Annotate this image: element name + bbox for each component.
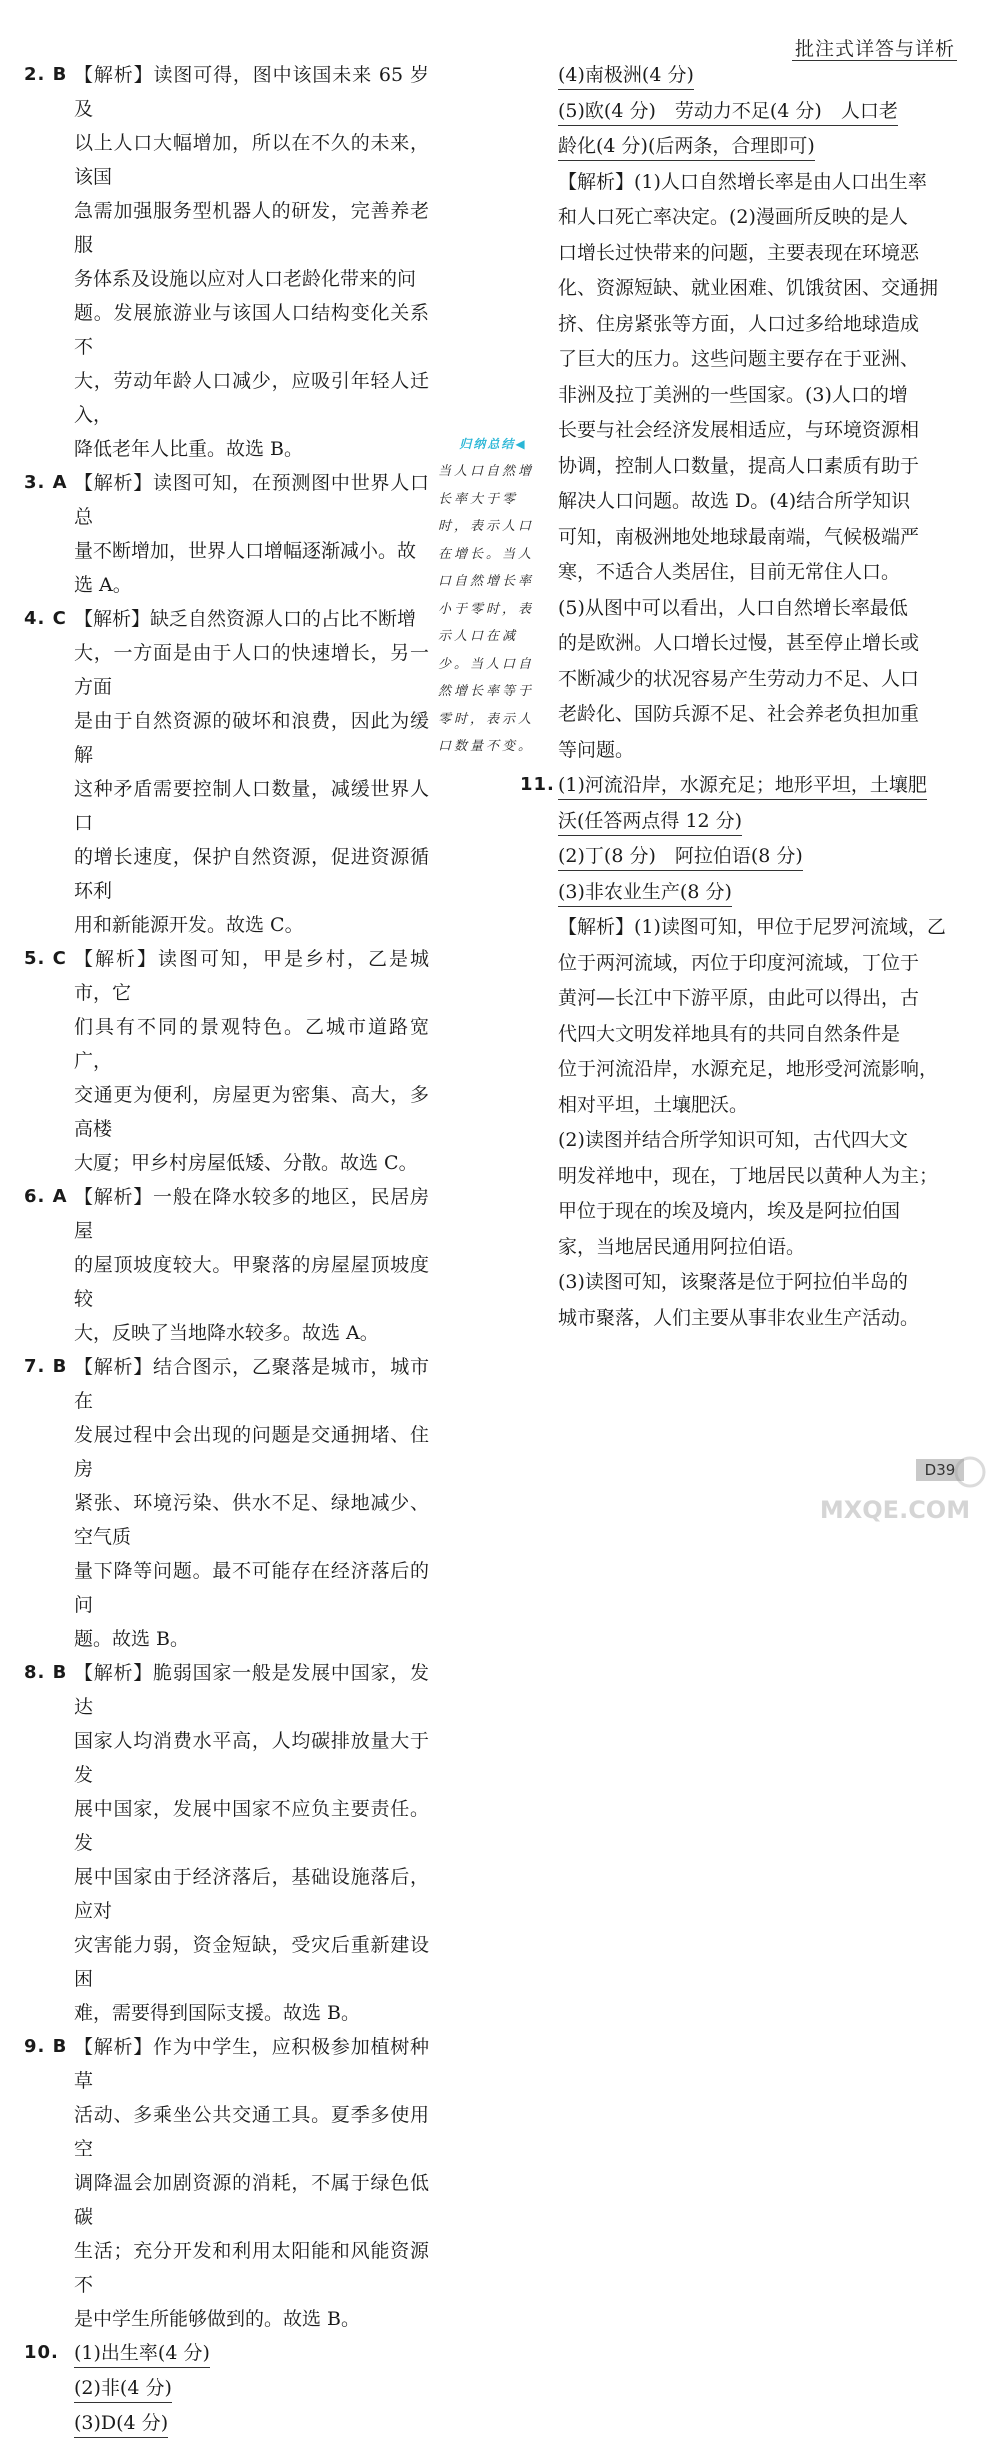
text-line: 发展过程中会出现的问题是交通拥堵、住房 xyxy=(74,1424,429,1480)
text-line: 交通更为便利，房屋更为密集、高大，多高楼 xyxy=(74,1084,429,1140)
question-item xyxy=(24,2336,429,2441)
answer-line: (2)丁(8 分) 阿拉伯语(8 分) xyxy=(558,842,803,871)
note-title: 归纳总结◀ xyxy=(459,437,527,451)
answer-line-wrap xyxy=(558,768,958,804)
analysis-line: 的是欧洲。人口增长过慢，甚至停止增长或 xyxy=(558,632,920,654)
text-line: 展中国家由于经济落后，基础设施落后，应对 xyxy=(74,1866,429,1922)
text-line: 大，一方面是由于人口的快速增长，另一方面 xyxy=(74,642,429,698)
text-line: 调降温会加剧资源的消耗，不属于绿色低碳 xyxy=(74,2172,429,2228)
analysis-line: 甲位于现在的埃及境内，埃及是阿拉伯国 xyxy=(558,1200,901,1222)
text-line: 的增长速度，保护自然资源，促进资源循环利 xyxy=(74,846,429,902)
text-line: 国家人均消费水平高，人均碳排放量大于发 xyxy=(74,1730,429,1786)
question-number: 4. C xyxy=(24,608,67,629)
page-header-title: 批注式详答与详析 xyxy=(794,38,955,60)
text-line: 紧张、环境污染、供水不足、绿地减少、空气质 xyxy=(74,1492,429,1548)
text-line: 【解析】一般在降水较多的地区，民居房屋 xyxy=(74,1186,429,1242)
text-line: 【解析】脆弱国家一般是发展中国家，发达 xyxy=(74,1662,429,1718)
answer-line-wrap xyxy=(74,2336,429,2371)
analysis-line: 挤、住房紧张等方面，人口过多给地球造成 xyxy=(558,312,920,335)
analysis-line: 相对平坦，土壤肥沃。 xyxy=(558,1093,749,1116)
question-item xyxy=(24,58,429,466)
analysis-line: 【解析】(1)读图可知，甲位于尼罗河流域，乙 xyxy=(558,916,946,938)
note-line: 小于零时，表 xyxy=(438,601,535,617)
text-line: 难，需要得到国际支援。故选 B。 xyxy=(74,2002,361,2024)
note-line: 少。当人口自 xyxy=(438,656,535,672)
note-line: 示人口在减 xyxy=(438,629,519,644)
answer-line-wrap xyxy=(558,839,958,875)
text-line: 量不断增加，世界人口增幅逐渐减小。故 xyxy=(74,540,417,562)
answer-line-wrap xyxy=(558,129,958,165)
answer-line-wrap xyxy=(74,2406,429,2441)
question-number: 6. A xyxy=(24,1186,68,1207)
question-body xyxy=(558,768,958,1336)
analysis-line: 和人口死亡率决定。(2)漫画所反映的是人 xyxy=(558,206,908,228)
text-line: 是由于自然资源的破坏和浪费，因此为缓解 xyxy=(74,710,429,766)
analysis-line: 解决人口问题。故选 D。(4)结合所学知识 xyxy=(558,490,911,512)
question-item xyxy=(24,942,429,1180)
answer-line: 龄化(4 分)(后两条，合理即可) xyxy=(558,132,815,161)
text-line: 是中学生所能够做到的。故选 B。 xyxy=(74,2308,361,2330)
answer-line: (1)河流沿岸，水源充足；地形平坦，土壤肥 xyxy=(558,771,927,800)
note-line: 口数量不变。 xyxy=(438,739,535,754)
answer-line: (5)欧(4 分) 劳动力不足(4 分) 人口老 xyxy=(558,97,898,126)
text-line: 生活；充分开发和利用太阳能和风能资源不 xyxy=(74,2240,429,2296)
note-line: 然增长率等于 xyxy=(438,684,535,699)
question-body xyxy=(74,602,429,942)
answer-line-wrap xyxy=(558,804,958,840)
question-item xyxy=(24,2030,429,2336)
question-body xyxy=(74,2030,429,2336)
note-body xyxy=(438,458,548,761)
analysis-line: 口增长过快带来的问题，主要表现在环境恶 xyxy=(558,241,920,264)
analysis-line: 位于河流沿岸，水源充足，地形受河流影响， xyxy=(558,1058,939,1080)
note-line: 长率大于零 xyxy=(438,491,519,507)
analysis-line: 非洲及拉丁美洲的一些国家。(3)人口的增 xyxy=(558,383,908,406)
question-body xyxy=(74,58,429,466)
text-line: 以上人口大幅增加，所以在不久的未来，该国 xyxy=(74,132,429,188)
analysis-line: 等问题。 xyxy=(558,738,635,761)
question-number: 8. B xyxy=(24,1662,68,1683)
right-column xyxy=(520,58,958,1336)
question-body xyxy=(74,1180,429,1350)
text-line: 【解析】读图可知，在预测图中世界人口总 xyxy=(74,472,429,528)
note-line: 时，表示人口 xyxy=(438,519,535,534)
text-line: 量下降等问题。最不可能存在经济落后的问 xyxy=(74,1560,429,1616)
answer-line-wrap xyxy=(558,58,958,94)
question-body xyxy=(74,466,429,602)
answer-line: (3)D(4 分) xyxy=(74,2409,168,2438)
question-number: 11. xyxy=(520,774,555,795)
analysis-line: 可知，南极洲地处地球最南端，气候极端严 xyxy=(558,525,920,548)
analysis-line: 城市聚落，人们主要从事非农业生产活动。 xyxy=(558,1306,920,1329)
analysis-line: 不断减少的状况容易产生劳动力不足、人口 xyxy=(558,667,920,690)
question-item xyxy=(24,1656,429,2030)
text-line: 灾害能力弱，资金短缺，受灾后重新建设困 xyxy=(74,1934,429,1990)
text-line: 大，劳动年龄人口减少，应吸引年轻人迁入， xyxy=(74,370,429,426)
question-number: 10. xyxy=(24,2342,59,2363)
analysis-line: (5)从图中可以看出，人口自然增长率最低 xyxy=(558,596,908,619)
answer-line-wrap xyxy=(558,94,958,130)
analysis-line: 老龄化、国防兵源不足、社会养老负担加重 xyxy=(558,703,920,725)
left-column xyxy=(24,58,429,2441)
question-item xyxy=(24,1180,429,1350)
analysis-line: 代四大文明发祥地具有的共同自然条件是 xyxy=(558,1022,901,1045)
text-line: 急需加强服务型机器人的研发，完善养老服 xyxy=(74,200,429,256)
answer-line: 沃(任答两点得 12 分) xyxy=(558,807,742,836)
question-item xyxy=(24,466,429,602)
text-line: 活动、多乘坐公共交通工具。夏季多使用空 xyxy=(74,2104,429,2160)
text-line: 大，反映了当地降水较多。故选 A。 xyxy=(74,1322,379,1344)
text-line: 【解析】结合图示，乙聚落是城市，城市在 xyxy=(74,1356,429,1412)
watermark-text: MXQE.COM xyxy=(819,1496,971,1524)
note-line: 口自然增长率 xyxy=(438,574,535,589)
question-body xyxy=(74,1350,429,1656)
analysis-line: 长要与社会经济发展相适应，与环境资源相 xyxy=(558,419,920,441)
question-body xyxy=(74,942,429,1180)
answer-line: (4)南极洲(4 分) xyxy=(558,61,694,90)
analysis-line: 化、资源短缺、就业困难、饥饿贫困、交通拥 xyxy=(558,277,939,299)
analysis-line: (2)读图并结合所学知识可知，古代四大文 xyxy=(558,1129,908,1151)
answer-line-wrap xyxy=(74,2371,429,2406)
note-line: 零时，表示人 xyxy=(438,711,535,727)
text-line: 这种矛盾需要控制人口数量，减缓世界人口 xyxy=(74,778,429,834)
text-line: 展中国家，发展中国家不应负主要责任。发 xyxy=(74,1798,429,1854)
text-line: 【解析】读图可知，甲是乡村，乙是城市，它 xyxy=(74,948,429,1004)
analysis-line: 黄河—长江中下游平原，由此可以得出，古 xyxy=(558,987,920,1009)
text-line: 降低老年人比重。故选 B。 xyxy=(74,438,304,460)
analysis-line: 了巨大的压力。这些问题主要存在于亚洲、 xyxy=(558,348,920,370)
analysis-line: 【解析】(1)人口自然增长率是由人口出生率 xyxy=(558,170,927,193)
question-body xyxy=(74,2336,429,2441)
question-number: 7. B xyxy=(24,1356,68,1377)
analysis-line: (3)读图可知，该聚落是位于阿拉伯半岛的 xyxy=(558,1271,908,1293)
question-item xyxy=(24,602,429,942)
text-line: 务体系及设施以应对人口老龄化带来的问 xyxy=(74,268,417,290)
analysis-line: 寒，不适合人类居住，目前无常住人口。 xyxy=(558,561,901,583)
text-line: 题。故选 B。 xyxy=(74,1628,190,1650)
analysis-line: 协调，控制人口数量，提高人口素质有助于 xyxy=(558,454,920,477)
text-line: 【解析】读图可得，图中该国未来 65 岁及 xyxy=(74,64,429,120)
summary-note xyxy=(438,435,548,761)
text-line: 的屋顶坡度较大。甲聚落的房屋屋顶坡度较 xyxy=(74,1254,429,1310)
watermark-logo xyxy=(800,1448,990,1528)
question-number: 3. A xyxy=(24,472,68,493)
question-body xyxy=(74,1656,429,2030)
question-item xyxy=(520,768,958,1336)
question-number: 2. B xyxy=(24,64,68,85)
answer-line: (1)出生率(4 分) xyxy=(74,2339,210,2368)
text-line: 【解析】作为中学生，应积极参加植树种草 xyxy=(74,2036,429,2092)
text-line: 选 A。 xyxy=(74,574,132,596)
question-item xyxy=(24,1350,429,1656)
analysis-line: 家，当地居民通用阿拉伯语。 xyxy=(558,1235,806,1258)
answer-line: (2)非(4 分) xyxy=(74,2374,172,2403)
analysis-line: 明发祥地中，现在，丁地居民以黄种人为主； xyxy=(558,1164,939,1187)
text-line: 用和新能源开发。故选 C。 xyxy=(74,914,304,936)
question-number: 9. B xyxy=(24,2036,68,2057)
question-number: 5. C xyxy=(24,948,67,969)
text-line: 大厦；甲乡村房屋低矮、分散。故选 C。 xyxy=(74,1152,418,1174)
text-line: 题。发展旅游业与该国人口结构变化关系不 xyxy=(74,302,429,358)
note-line: 在增长。当人 xyxy=(438,546,535,562)
note-line: 当人口自然增 xyxy=(438,464,535,479)
analysis-line: 位于两河流域，丙位于印度河流域，丁位于 xyxy=(558,951,920,974)
answer-line-wrap xyxy=(558,875,958,911)
text-line: 【解析】缺乏自然资源人口的占比不断增 xyxy=(74,608,417,630)
text-line: 们具有不同的景观特色。乙城市道路宽广， xyxy=(74,1016,429,1072)
page-number: D39 xyxy=(916,1459,964,1481)
answer-line: (3)非农业生产(8 分) xyxy=(558,878,732,907)
